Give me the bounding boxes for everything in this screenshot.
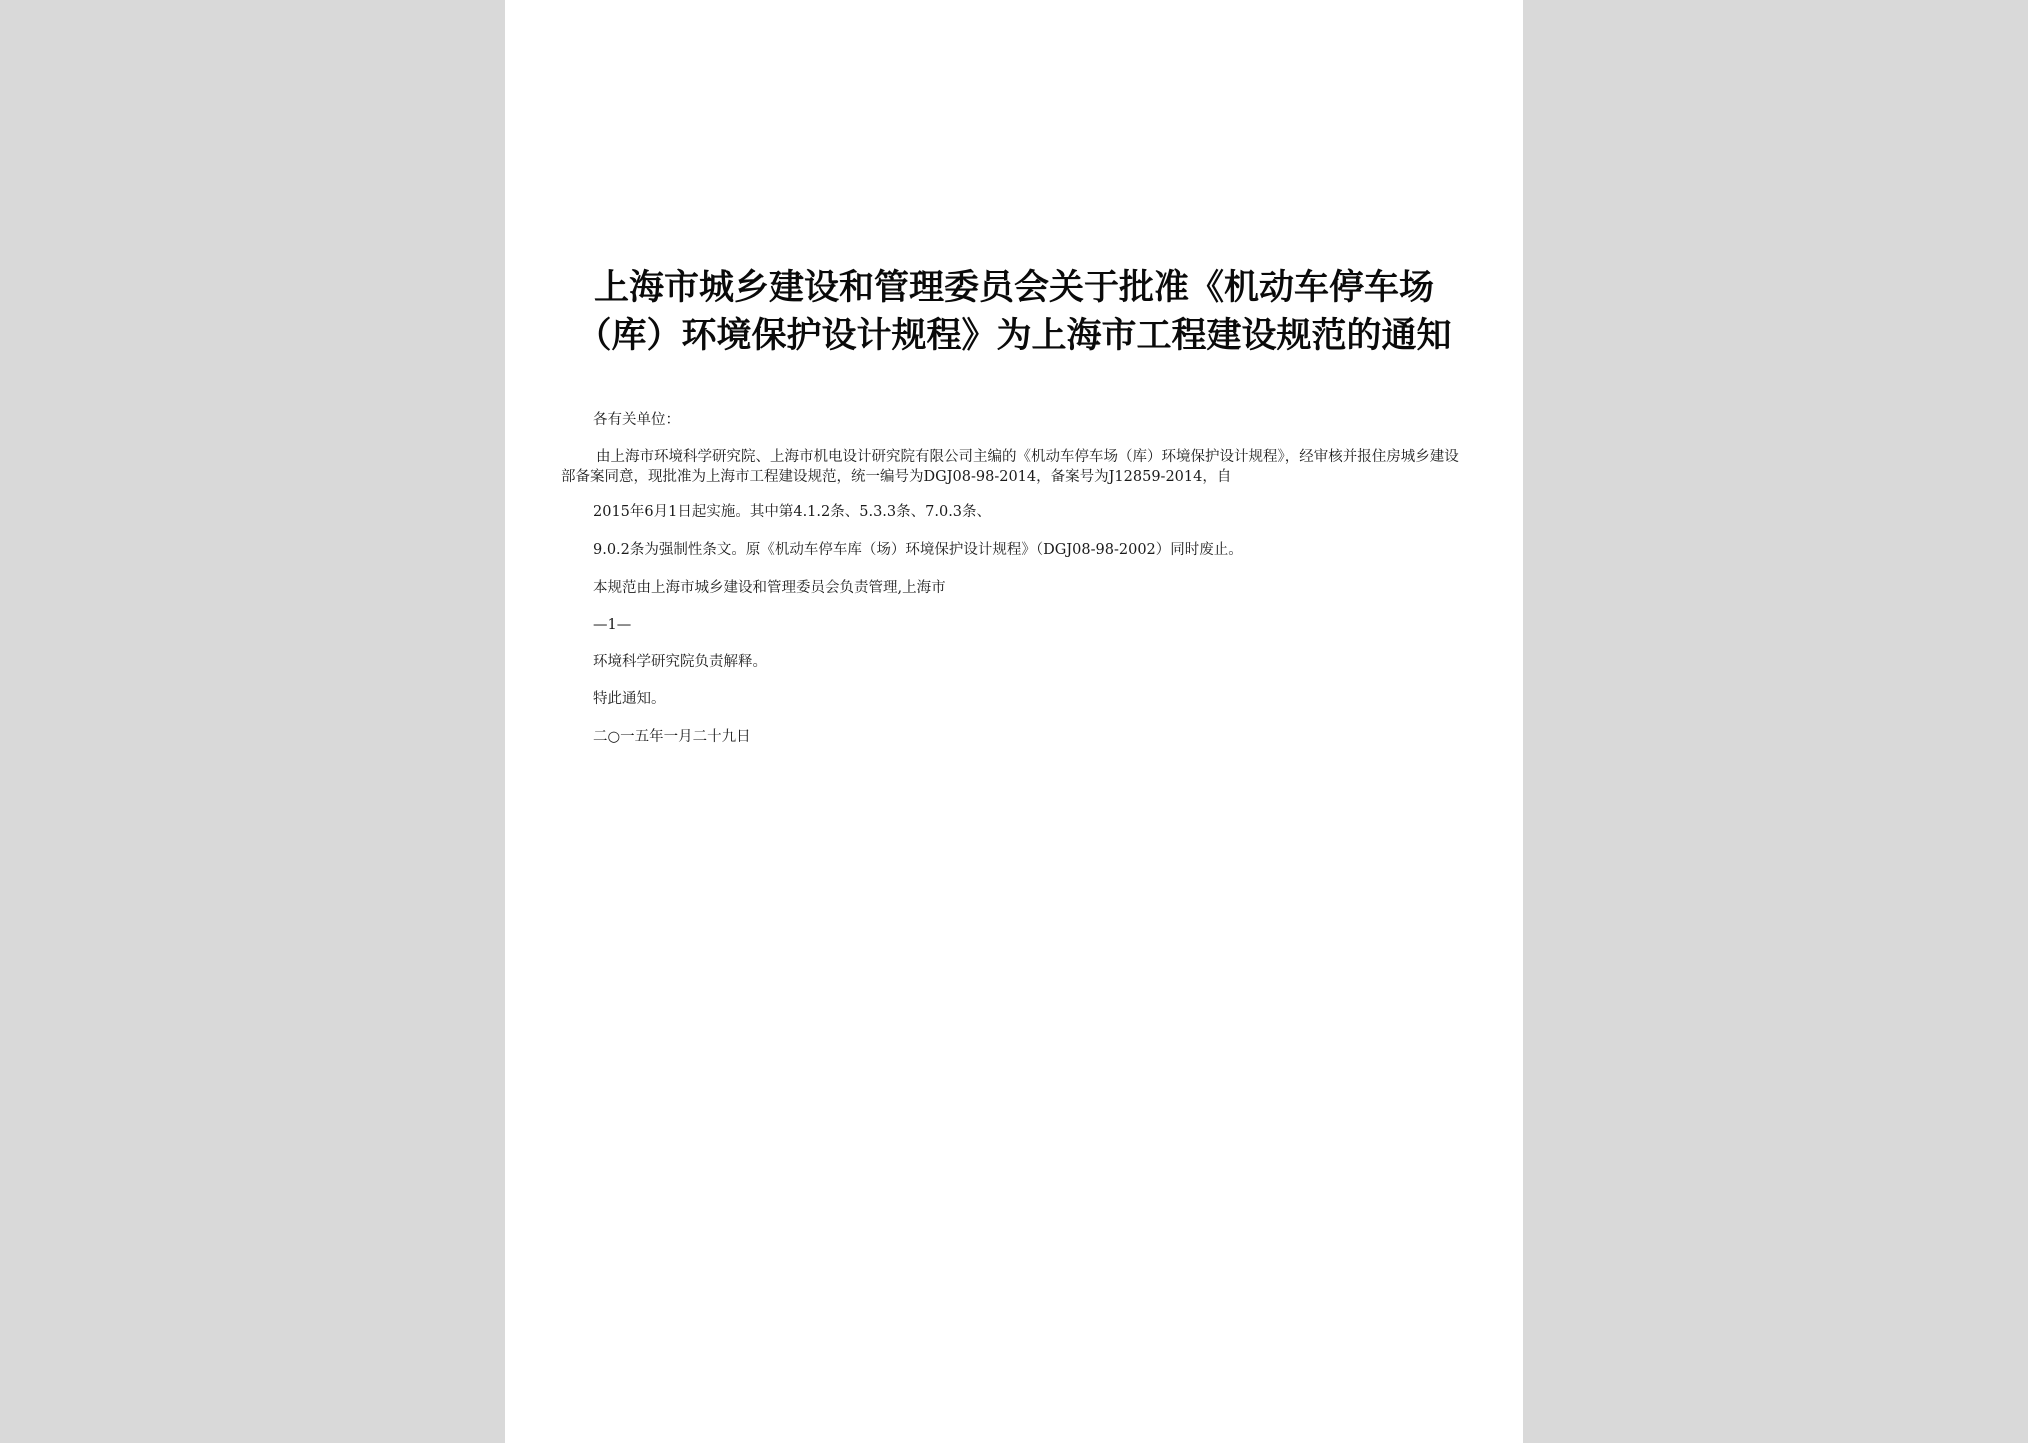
body-line-interpretation: 环境科学研究院负责解释。 xyxy=(593,654,767,670)
document-title: 上海市城乡建设和管理委员会关于批准《机动车停车场（库）环境保护设计规程》为上海市工程建设规范的通知 xyxy=(576,268,1452,356)
page-number-marker: —1— xyxy=(593,617,632,633)
salutation: 各有关单位： xyxy=(593,412,680,428)
body-line-effective-date: 2015年6月1日起实施。其中第4.1.2条、5.3.3条、7.0.3条、 xyxy=(593,504,992,520)
document-page xyxy=(505,0,1523,1443)
body-line-management: 本规范由上海市城乡建设和管理委员会负责管理,上海市 xyxy=(593,580,946,596)
body-paragraph-1: 由上海市环境科学研究院、上海市机电设计研究院有限公司主编的《机动车停车场（库）环境保护设计规程》，经审核并报住房城乡建设部备案同意，现批准为上海市工程建设规范，统一编号为DGJ08-98-2014，备案号为J12859-2014，自 xyxy=(561,449,1459,485)
closing-phrase: 特此通知。 xyxy=(593,691,666,707)
body-line-mandatory-clauses: 9.0.2条为强制性条文。原《机动车停车库（场）环境保护设计规程》（DGJ08-98-2002）同时废止。 xyxy=(593,542,1243,558)
issue-date: 二○一五年一月二十九日 xyxy=(593,729,751,745)
